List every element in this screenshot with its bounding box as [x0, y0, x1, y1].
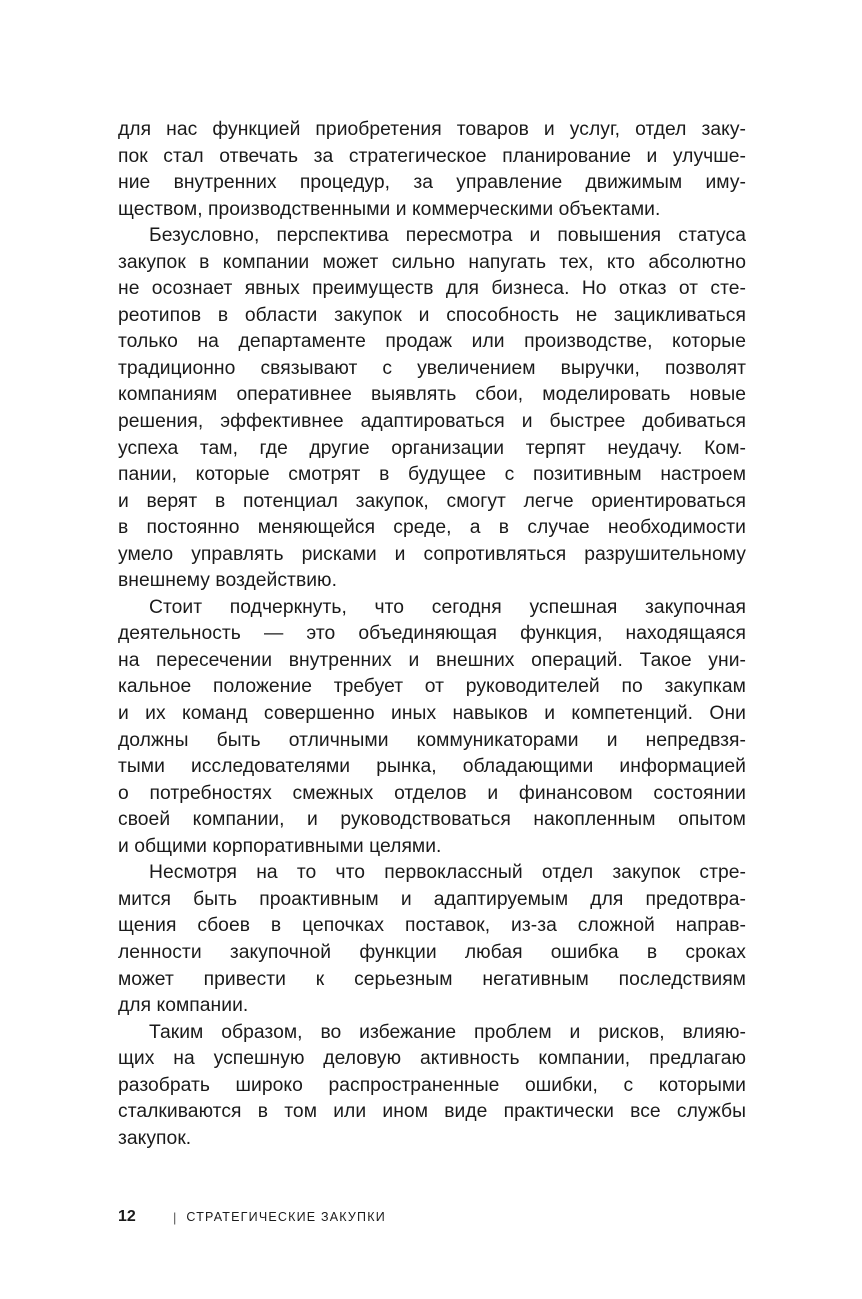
text-line: Стоит подчеркнуть, что сегодня успешная закупочная	[149, 596, 746, 618]
running-title: СТРАТЕГИЧЕСКИЕ ЗАКУПКИ	[186, 1210, 386, 1224]
text-line: кальное положение требует от руководителей по закупкам	[118, 676, 746, 698]
text-line: Безусловно, перспектива пересмотра и повышения статуса	[149, 225, 746, 247]
text-line: и верят в потенциал закупок, смогут легче ориентироваться	[118, 490, 746, 512]
text-line: только на департаменте продаж или производстве, которые	[118, 331, 746, 353]
text-line: щения сбоев в цепочках поставок, из-за сложной направ-	[118, 915, 746, 937]
text-line: о потребностях смежных отделов и финансовом состоянии	[118, 782, 746, 804]
body-text	[118, 117, 746, 1152]
text-line: ществом, производственными и коммерческими объектами.	[118, 198, 661, 220]
text-line: компаниям оперативнее выявлять сбои, моделировать новые	[118, 384, 746, 406]
text-line: щих на успешную деловую активность компании, предлагаю	[118, 1048, 746, 1070]
text-line: мится быть проактивным и адаптируемым для предотвра-	[118, 888, 746, 910]
text-line: сталкиваются в том или ином виде практически все службы	[118, 1101, 746, 1123]
text-line: пок стал отвечать за стратегическое планирование и улучше-	[118, 145, 746, 167]
text-line: закупок.	[118, 1127, 192, 1149]
text-line: для нас функцией приобретения товаров и услуг, отдел заку-	[118, 119, 746, 140]
page-number: 12	[118, 1208, 136, 1225]
text-line: может привести к серьезным негативным последствиям	[118, 968, 746, 990]
text-line: для компании.	[118, 995, 249, 1017]
text-line: реотипов в области закупок и способность не зацикливаться	[118, 304, 746, 326]
text-line: решения, эффективнее адаптироваться и быстрее добиваться	[118, 411, 746, 433]
text-line: на пересечении внутренних и внешних операций. Такое уни-	[118, 649, 746, 671]
text-line: умело управлять рисками и сопротивляться разрушительному	[118, 543, 746, 565]
text-line: тыми исследователями рынка, обладающими информацией	[118, 756, 746, 778]
text-line: должны быть отличными коммуникаторами и непредвзя-	[118, 729, 746, 751]
text-line: деятельность — это объединяющая функция, находящаяся	[118, 623, 746, 645]
text-line: в постоянно меняющейся среде, а в случае необходимости	[118, 517, 746, 539]
text-line: внешнему воздействию.	[118, 570, 337, 592]
text-line: своей компании, и руководствоваться накопленным опытом	[118, 809, 746, 831]
text-line: успеха там, где другие организации терпят неудачу. Ком-	[118, 437, 746, 459]
text-line: ленности закупочной функции любая ошибка в сроках	[118, 941, 746, 963]
text-line: не осознает явных преимуществ для бизнеса. Но отказ от сте-	[118, 278, 746, 300]
text-line: Таким образом, во избежание проблем и рисков, влияю-	[149, 1021, 746, 1043]
text-line: закупок в компании может сильно напугать тех, кто абсолютно	[118, 251, 746, 273]
text-line: ние внутренних процедур, за управление движимым иму-	[118, 172, 746, 194]
page-footer	[118, 1207, 386, 1227]
text-line: и их команд совершенно иных навыков и компетенций. Они	[118, 703, 746, 725]
text-line: Несмотря на то что первоклассный отдел закупок стре-	[149, 862, 746, 884]
text-line: традиционно связывают с увеличением выручки, позволят	[118, 357, 746, 379]
footer-separator: |	[173, 1209, 177, 1225]
text-line: и общими корпоративными целями.	[118, 835, 442, 857]
text-line: разобрать широко распространенные ошибки, с которыми	[118, 1074, 746, 1096]
text-line: пании, которые смотрят в будущее с позитивным настроем	[118, 464, 746, 486]
